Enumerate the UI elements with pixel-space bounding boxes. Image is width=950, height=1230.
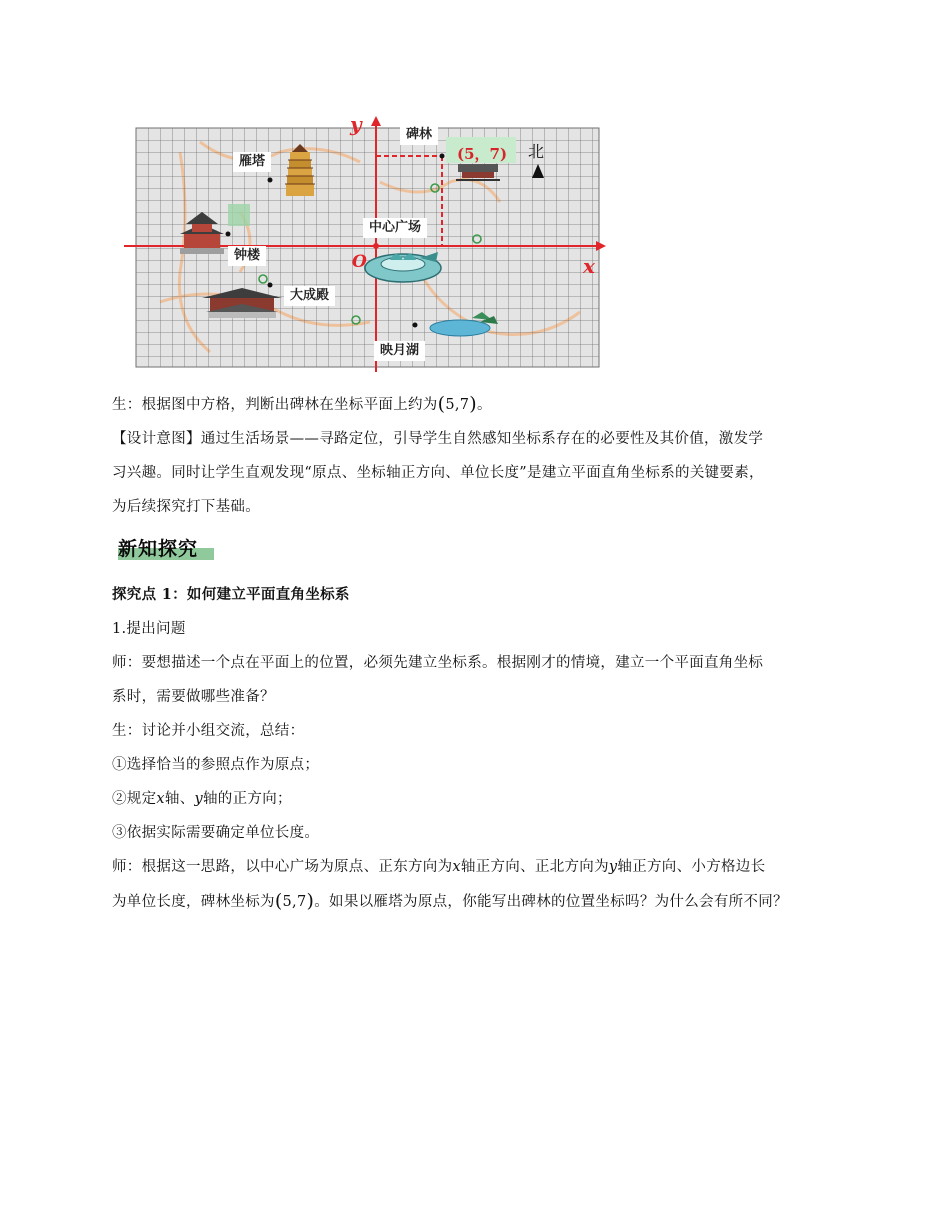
teacher-explanation-line-2: 为单位长度，碑林坐标为(5,7)。如果以雁塔为原点，你能写出碑林的位置坐标吗？为什么会有所不同？ bbox=[112, 890, 788, 912]
zhonglou-point bbox=[226, 232, 231, 237]
dachengdian-label: 大成殿 bbox=[284, 286, 335, 306]
student-answer: 生：根据图中方格，判断出碑林在坐标平面上约为(5,7)。 bbox=[112, 393, 492, 415]
beilin-building-icon bbox=[456, 164, 500, 180]
coordinate-label: (5，7) bbox=[457, 145, 508, 163]
yanta-label: 雁塔 bbox=[233, 152, 271, 172]
zhongxin-label: 中心广场 bbox=[363, 218, 427, 238]
design-intent-line-1: 【设计意图】通过生活场景——寻路定位，引导学生自然感知坐标系存在的必要性及其价值，激发学 bbox=[112, 431, 764, 447]
section-heading: 新知探究 bbox=[118, 534, 214, 562]
explore-title: 探究点 1：如何建立平面直角坐标系 bbox=[112, 586, 350, 603]
design-intent-line-2: 习兴趣。同时让学生直观发现“原点、坐标轴正方向、单位长度”是建立平面直角坐标系的关键要素， bbox=[112, 465, 764, 481]
yingyuehu-label: 映月湖 bbox=[374, 341, 425, 361]
list-item-3: ③依据实际需要确定单位长度。 bbox=[112, 825, 320, 841]
yanta-point bbox=[268, 178, 273, 183]
coordinate-value: 5,7 bbox=[445, 397, 470, 413]
design-intent-line-3: 为后续探究打下基础。 bbox=[112, 499, 260, 515]
list-item-2: ②规定x轴、y轴的正方向； bbox=[112, 791, 292, 807]
zhonglou-label: 钟楼 bbox=[228, 246, 266, 266]
teacher-explanation-line-1: 师：根据这一思路，以中心广场为原点、正东方向为x轴正方向、正北方向为y轴正方向、小方格边长 bbox=[112, 859, 766, 875]
student-discussion: 生：讨论并小组交流，总结： bbox=[112, 723, 305, 739]
yingyuehu-point bbox=[413, 323, 418, 328]
coordinate-map-figure bbox=[120, 112, 610, 374]
north-label: 北 bbox=[528, 142, 545, 161]
step-1: 1.提出问题 bbox=[112, 621, 186, 637]
intro-text bbox=[112, 387, 847, 524]
explore-text bbox=[112, 578, 847, 919]
y-axis-label: y bbox=[350, 112, 362, 136]
x-axis-label: x bbox=[583, 254, 595, 278]
origin-point bbox=[373, 243, 379, 249]
teacher-question-line-1: 师：要想描述一个点在平面上的位置，必须先建立坐标系。根据刚才的情境，建立一个平面直角坐标 bbox=[112, 655, 764, 671]
beilin-point bbox=[440, 154, 445, 159]
teacher-question-line-2: 系时，需要做哪些准备？ bbox=[112, 689, 275, 705]
list-item-1: ①选择恰当的参照点作为原点； bbox=[112, 757, 320, 773]
dachengdian-point bbox=[268, 283, 273, 288]
origin-label: O bbox=[352, 252, 367, 272]
beilin-label: 碑林 bbox=[400, 125, 438, 145]
